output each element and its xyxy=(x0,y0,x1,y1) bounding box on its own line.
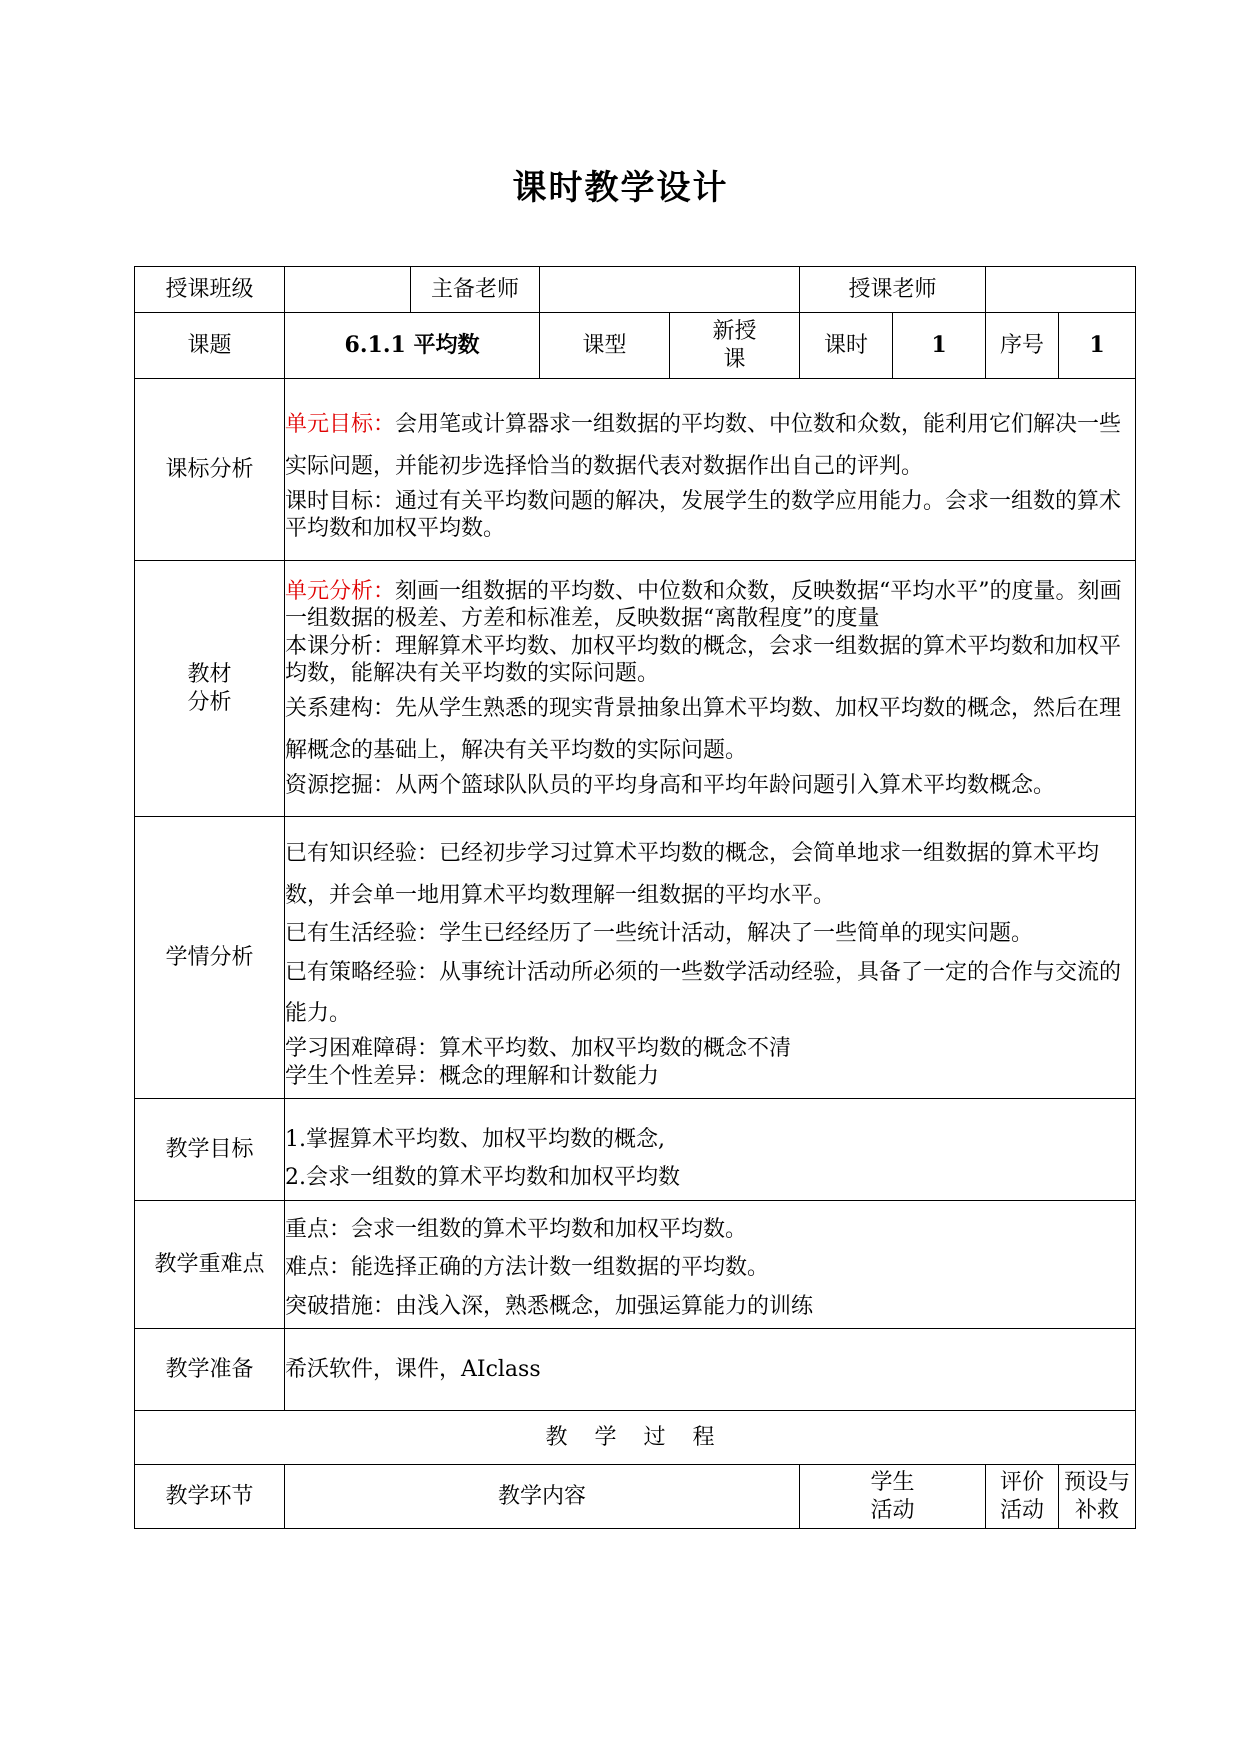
keypoints-label: 教学重难点 xyxy=(135,1201,285,1329)
col-student-line1: 学生 xyxy=(870,1470,915,1495)
process-title: 教 学 过 程 xyxy=(135,1411,1136,1465)
objective-item-1: 1.掌握算术平均数、加权平均数的概念, xyxy=(285,1127,665,1153)
info-row-1 xyxy=(135,267,1136,313)
unit-goal-heading: 单元目标： xyxy=(285,412,396,438)
prep-row xyxy=(135,1329,1136,1411)
col-student-header xyxy=(800,1465,986,1529)
objectives-content xyxy=(285,1099,1136,1201)
col-eval-line1: 评价 xyxy=(1000,1470,1045,1495)
period-value: 1 xyxy=(893,313,986,379)
lesson-plan-table xyxy=(134,266,1136,1529)
seq-value: 1 xyxy=(1059,313,1136,379)
difficulty-text: 学习困难障碍：算术平均数、加权平均数的概念不清 xyxy=(285,1036,792,1062)
relation-text: 关系建构：先从学生熟悉的现实背景抽象出算术平均数、加权平均数的概念，然后在理解概念的基础上，解决有关平均数的实际问题。 xyxy=(285,695,1122,763)
materials-row xyxy=(135,561,1136,817)
objectives-row xyxy=(135,1099,1136,1201)
hard-point-text: 难点：能选择正确的方法计数一组数据的平均数。 xyxy=(285,1255,770,1281)
type-value: 新授课 xyxy=(670,313,800,379)
keypoints-content xyxy=(285,1201,1136,1329)
lead-teacher-label: 主备老师 xyxy=(411,267,540,313)
measure-text: 突破措施：由浅入深，熟悉概念，加强运算能力的训练 xyxy=(285,1293,814,1319)
teacher-value[interactable] xyxy=(986,267,1136,313)
learners-content xyxy=(285,817,1136,1099)
info-row-2 xyxy=(135,313,1136,379)
seq-label: 序号 xyxy=(986,313,1059,379)
lead-teacher-value[interactable] xyxy=(540,267,800,313)
col-stage-header: 教学环节 xyxy=(135,1465,285,1529)
prep-value: 希沃软件，课件，AIclass xyxy=(285,1329,1136,1411)
teacher-label: 授课老师 xyxy=(800,267,986,313)
document-title: 课时教学设计 xyxy=(512,168,729,208)
materials-label xyxy=(135,561,285,817)
standards-label: 课标分析 xyxy=(135,379,285,561)
col-preset-header xyxy=(1059,1465,1136,1529)
standards-content xyxy=(285,379,1136,561)
col-content-header: 教学内容 xyxy=(285,1465,800,1529)
materials-label-line2: 分析 xyxy=(187,689,232,715)
col-eval-header xyxy=(986,1465,1059,1529)
class-label: 授课班级 xyxy=(135,267,285,313)
process-header-row xyxy=(135,1465,1136,1529)
life-text: 已有生活经验：学生已经经历了一些统计活动，解决了一些简单的现实问题。 xyxy=(285,921,1034,947)
type-label: 课型 xyxy=(540,313,670,379)
lesson-goal-text: 课时目标：通过有关平均数问题的解决，发展学生的数学应用能力。会求一组数的算术平均数和加权平均数。 xyxy=(285,488,1122,542)
col-eval-line2: 活动 xyxy=(1000,1497,1045,1523)
process-title-row xyxy=(135,1411,1136,1465)
standards-row xyxy=(135,379,1136,561)
resource-text: 资源挖掘：从两个篮球队队员的平均身高和平均年龄问题引入算术平均数概念。 xyxy=(285,772,1056,798)
keypoints-row xyxy=(135,1201,1136,1329)
col-student-line2: 活动 xyxy=(870,1497,915,1523)
unit-goal-text: 会用笔或计算器求一组数据的平均数、中位数和众数，能利用它们解决一些实际问题，并能初步选择恰当的数据代表对数据作出自己的评判。 xyxy=(285,412,1122,479)
topic-label: 课题 xyxy=(135,313,285,379)
prep-label: 教学准备 xyxy=(135,1329,285,1411)
materials-content xyxy=(285,561,1136,817)
knowledge-text: 已有知识经验：已经初步学习过算术平均数的概念，会简单地求一组数据的算术平均数，并会单一地用算术平均数理解一组数据的平均水平。 xyxy=(285,840,1100,908)
unit-analysis-text: 刻画一组数据的平均数、中位数和众数，反映数据“平均水平”的度量。刻画一组数据的极差、方差和标准差，反映数据“离散程度”的度量 xyxy=(285,578,1122,632)
col-preset-line2: 补救 xyxy=(1075,1497,1120,1523)
learners-label: 学情分析 xyxy=(135,817,285,1099)
materials-label-line1: 教材 xyxy=(187,662,232,687)
unit-analysis-heading: 单元分析： xyxy=(285,578,396,604)
strategy-text: 已有策略经验：从事统计活动所必须的一些数学活动经验，具备了一定的合作与交流的能力。 xyxy=(285,959,1122,1027)
period-label: 课时 xyxy=(800,313,893,379)
topic-value: 6.1.1 平均数 xyxy=(285,313,540,379)
class-value[interactable] xyxy=(285,267,411,313)
key-point-text: 重点：会求一组数的算术平均数和加权平均数。 xyxy=(285,1216,748,1242)
objectives-label: 教学目标 xyxy=(135,1099,285,1201)
learners-row xyxy=(135,817,1136,1099)
difference-text: 学生个性差异：概念的理解和计数能力 xyxy=(285,1063,660,1089)
objective-item-2: 2.会求一组数的算术平均数和加权平均数 xyxy=(285,1164,680,1190)
col-preset-line1: 预设与 xyxy=(1064,1470,1131,1495)
lesson-analysis-text: 本课分析：理解算术平均数、加权平均数的概念，会求一组数据的算术平均数和加权平均数，能解决有关平均数的实际问题。 xyxy=(285,633,1122,687)
